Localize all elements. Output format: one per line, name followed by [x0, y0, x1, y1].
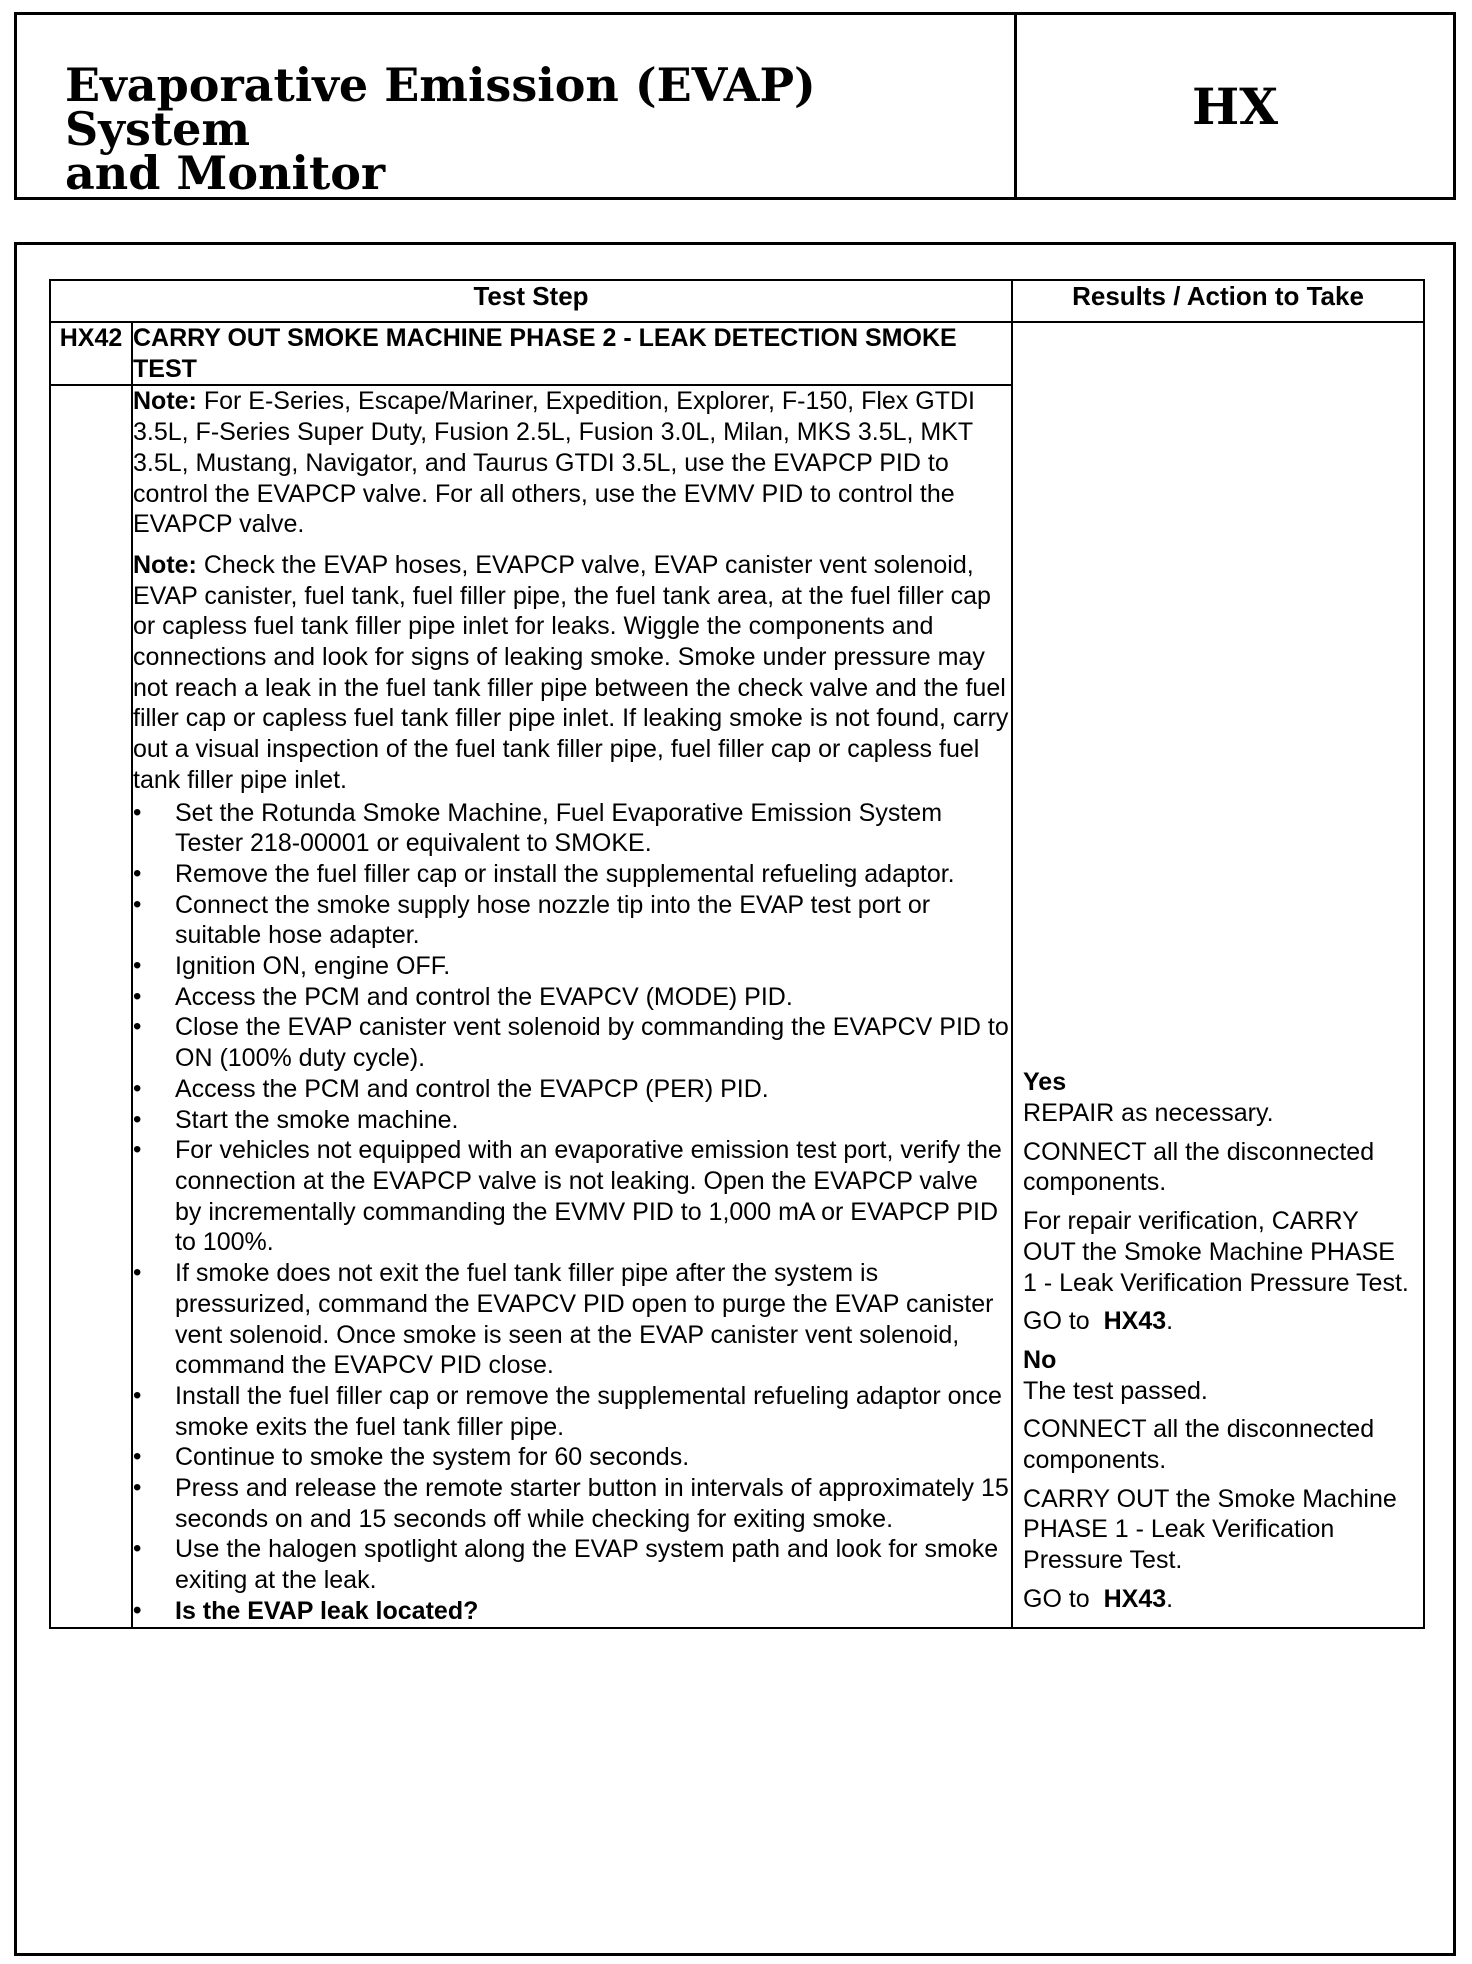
list-item: • Connect the smoke supply hose nozzle tip into the EVAP test port or suitable hose adapter. — [133, 890, 1011, 951]
result-no-action-3: CARRY OUT the Smoke Machine PHASE 1 - Leak Verification Pressure Test. — [1023, 1484, 1397, 1575]
result-no-label: No — [1023, 1345, 1057, 1374]
list-item: • Press and release the remote starter button in intervals of approximately 15 seconds on and 15 seconds off while checking for exiting smoke. — [133, 1473, 1011, 1534]
step-title-row — [50, 322, 1424, 385]
list-item: • Ignition ON, engine OFF. — [133, 951, 1011, 982]
step-id: HX42 — [50, 322, 132, 385]
result-no-action-1: The test passed. — [1023, 1376, 1208, 1405]
table-header-row — [50, 280, 1424, 322]
note-label: Note: — [133, 550, 197, 579]
list-item: • If smoke does not exit the fuel tank filler pipe after the system is pressurized, command the EVAPCV PID open to purge the EVAP canister vent solenoid. Once smoke is seen at the EVAP canister vent solenoid, command the EVAPCV PID close. — [133, 1258, 1011, 1381]
list-item: • Access the PCM and control the EVAPCP (PER) PID. — [133, 1074, 1011, 1105]
note-2 — [133, 550, 1011, 796]
section-code: HX — [1191, 76, 1279, 136]
result-yes-label: Yes — [1023, 1068, 1067, 1097]
result-no-goto: GO to HX43. — [1023, 1584, 1174, 1613]
list-item: • Install the fuel filler cap or remove the supplemental refueling adaptor once smoke exits the fuel tank filler pipe. — [133, 1381, 1011, 1442]
list-item: • Continue to smoke the system for 60 seconds. — [133, 1442, 1011, 1473]
procedure-list — [133, 798, 1011, 1627]
column-header-results: Results / Action to Take — [1012, 280, 1424, 322]
result-yes-goto: GO to HX43. — [1023, 1307, 1174, 1336]
result-yes-action-3: For repair verification, CARRY OUT the Smoke Machine PHASE 1 - Leak Verification Pressure Test. — [1023, 1207, 1409, 1297]
column-header-test-step: Test Step — [50, 280, 1012, 322]
list-item: • Access the PCM and control the EVAPCV (MODE) PID. — [133, 982, 1011, 1013]
list-item: • Remove the fuel filler cap or install the supplemental refueling adaptor. — [133, 859, 1011, 890]
section-title — [17, 15, 1017, 200]
goto-prefix: GO to — [1023, 1307, 1090, 1336]
list-item: • Close the EVAP canister vent solenoid by commanding the EVAPCV PID to ON (100% duty cycle). — [133, 1012, 1011, 1073]
list-item: • Start the smoke machine. — [133, 1105, 1011, 1136]
section-title-line1: Evaporative Emission (EVAP) System — [65, 58, 816, 156]
note-1 — [133, 386, 1011, 540]
step-body — [132, 385, 1012, 1627]
step-id-spacer — [50, 385, 132, 1627]
test-step-table — [49, 279, 1425, 1629]
results-content — [1023, 1065, 1415, 1620]
result-no-action-2: CONNECT all the disconnected components. — [1023, 1415, 1375, 1475]
step-title: CARRY OUT SMOKE MACHINE PHASE 2 - LEAK DETECTION SMOKE TEST — [132, 322, 1012, 385]
result-yes-action-1: REPAIR as necessary. — [1023, 1098, 1274, 1127]
step-question: • Is the EVAP leak located? — [133, 1596, 1011, 1627]
results-cell — [1012, 322, 1424, 1628]
result-yes-action-2: CONNECT all the disconnected components. — [1023, 1137, 1375, 1197]
note-1-text: For E-Series, Escape/Mariner, Expedition, Explorer, F-150, Flex GTDI 3.5L, F-Series Super Duty, Fusion 2.5L, Fusion 3.0L, Milan, MKS 3.5L, MKT 3.5L, Mustang, Navigator, and Taurus GTDI 3.5L, use the EVAPCP PID to control the EVAPCP valve. For all others, use the EVMV PID to control the EVAPCP valve. — [133, 387, 975, 539]
goto-prefix: GO to — [1023, 1584, 1090, 1613]
test-step-panel — [14, 242, 1456, 1956]
list-item: • Use the halogen spotlight along the EVAP system path and look for smoke exiting at the leak. — [133, 1534, 1011, 1595]
note-label: Note: — [133, 387, 197, 416]
goto-link-hx43[interactable]: HX43 — [1103, 1307, 1167, 1336]
page-header — [14, 12, 1456, 200]
list-item: • For vehicles not equipped with an evaporative emission test port, verify the connection at the EVAPCP valve is not leaking. Open the EVAPCP valve by incrementally commanding the EVMV PID to 1,000 mA or EVAPCP PID to 100%. — [133, 1135, 1011, 1258]
list-item: • Set the Rotunda Smoke Machine, Fuel Evaporative Emission System Tester 218-00001 or equivalent to SMOKE. — [133, 798, 1011, 859]
note-2-text: Check the EVAP hoses, EVAPCP valve, EVAP canister vent solenoid, EVAP canister, fuel tank, fuel filler pipe, the fuel tank area, at the fuel filler cap or capless fuel tank filler pipe inlet for leaks. Wiggle the components and connections and look for signs of leaking smoke. Smoke under pressure may not reach a leak in the fuel tank filler pipe between the check valve and the fuel filler cap or capless fuel tank filler pipe inlet. If leaking smoke is not found, carry out a visual inspection of the fuel tank filler pipe, fuel filler cap or capless fuel tank filler pipe inlet. — [133, 550, 1009, 794]
section-title-line2: and Monitor — [65, 146, 386, 200]
goto-link-hx43[interactable]: HX43 — [1103, 1584, 1167, 1613]
